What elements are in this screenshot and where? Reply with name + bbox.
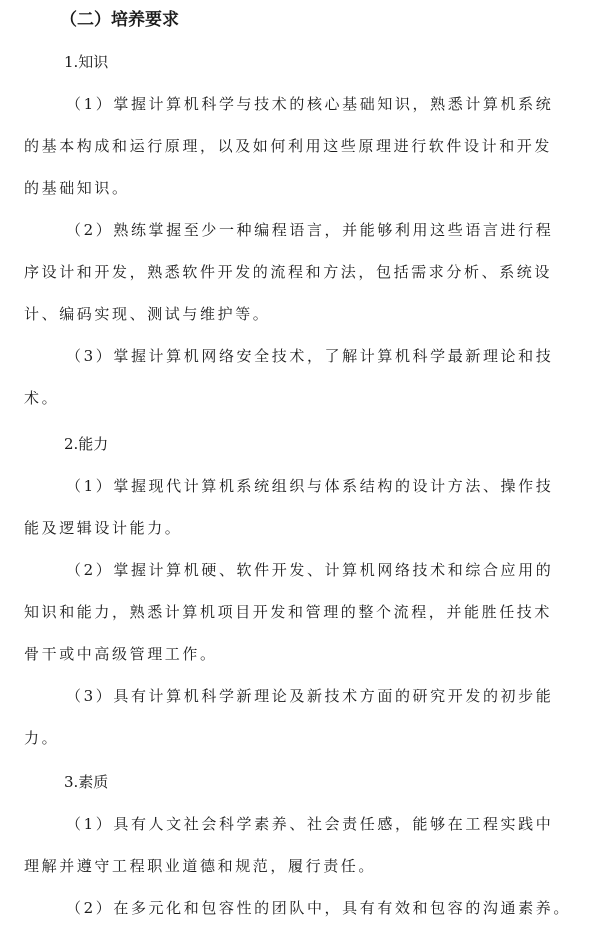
text-line: 能及逻辑设计能力。 <box>24 519 183 537</box>
text-line: （3）具有计算机科学新理论及新技术方面的研究开发的初步能 <box>66 687 554 705</box>
text-line: 骨干或中高级管理工作。 <box>24 645 218 663</box>
text-line: 术。 <box>24 389 60 407</box>
text-line: 的基础知识。 <box>24 179 130 197</box>
text-line: 的基本构成和运行原理，以及如何利用这些原理进行软件设计和开发 <box>24 137 553 155</box>
text-line: 知识和能力，熟悉计算机项目开发和管理的整个流程，并能胜任技术 <box>24 603 553 621</box>
knowledge-item-2 <box>24 209 584 335</box>
text-line: （2）在多元化和包容性的团队中，具有有效和包容的沟通素养。 <box>66 899 571 917</box>
text-line: （3）掌握计算机网络安全技术，了解计算机科学最新理论和技 <box>66 347 554 365</box>
ability-heading: 2.能力 <box>64 435 109 453</box>
text-line: （2）熟练掌握至少一种编程语言，并能够利用这些语言进行程 <box>66 221 554 239</box>
text-line: 力。 <box>24 729 60 747</box>
ability-item-1 <box>24 465 584 549</box>
text-line: （1）掌握计算机科学与技术的核心基础知识，熟悉计算机系统 <box>66 95 554 113</box>
quality-item-2 <box>24 887 584 929</box>
knowledge-heading: 1.知识 <box>64 53 109 71</box>
ability-item-2 <box>24 549 584 675</box>
text-line: 计、编码实现、测试与维护等。 <box>24 305 271 323</box>
knowledge-item-3 <box>24 335 584 419</box>
ability-item-3 <box>24 675 584 759</box>
text-line: 理解并遵守工程职业道德和规范，履行责任。 <box>24 857 377 875</box>
text-line: 序设计和开发，熟悉软件开发的流程和方法，包括需求分析、系统设 <box>24 263 553 281</box>
text-line: （1）具有人文社会科学素养、社会责任感，能够在工程实践中 <box>66 815 554 833</box>
section-title: （二）培养要求 <box>60 10 179 30</box>
text-line: （2）掌握计算机硬、软件开发、计算机网络技术和综合应用的 <box>66 561 554 579</box>
quality-heading: 3.素质 <box>64 773 109 791</box>
text-line: （1）掌握现代计算机系统组织与体系结构的设计方法、操作技 <box>66 477 554 495</box>
quality-item-1 <box>24 803 584 887</box>
knowledge-item-1 <box>24 83 584 209</box>
